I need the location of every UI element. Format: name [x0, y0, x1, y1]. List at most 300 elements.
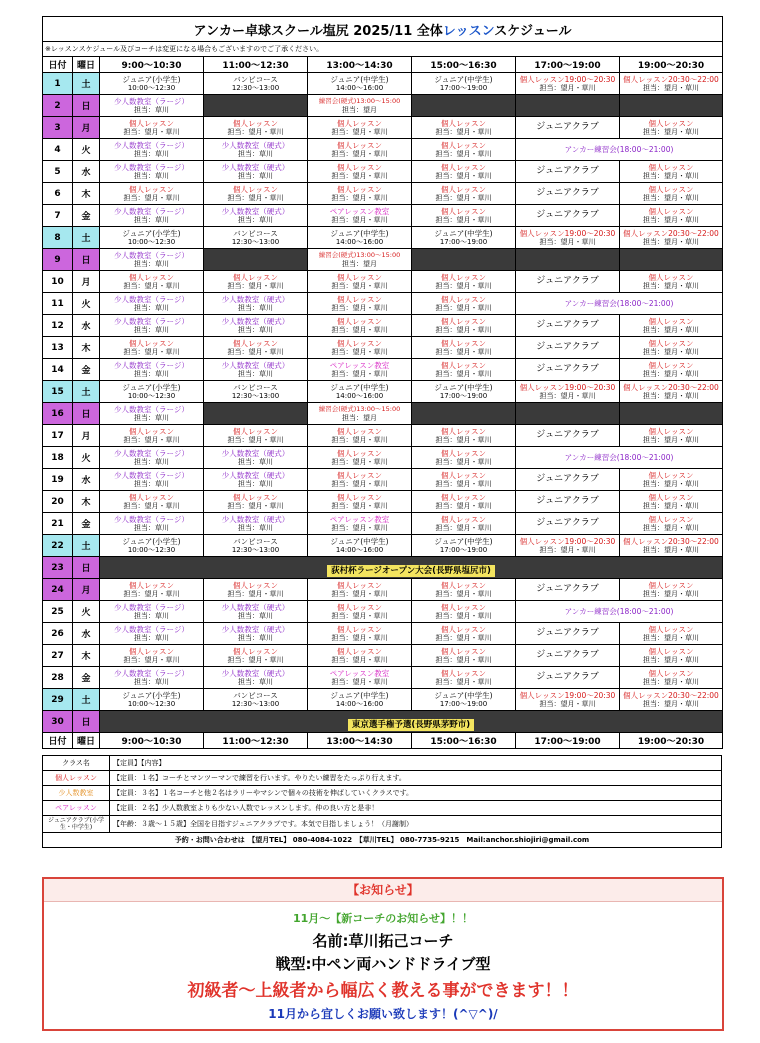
lesson-detail: 担当：望月・草川: [539, 391, 596, 400]
date-cell: 15: [43, 381, 73, 403]
schedule-row: [43, 315, 723, 337]
schedule-row: [43, 557, 723, 579]
weekday-cell: 木: [73, 337, 100, 359]
lesson-name: 個人レッスン: [441, 316, 486, 326]
legend-class-text: 【年齢：３歳〜１５歳】全国を目指すジュニアクラブです。本気で目指しましょう！（月謝制）: [110, 816, 722, 833]
lesson-name: 個人レッスン: [441, 470, 486, 480]
date-cell: 8: [43, 227, 73, 249]
lesson-slot: [204, 161, 308, 183]
header-cell: 19:00〜20:30: [620, 733, 723, 749]
schedule-row: [43, 73, 723, 95]
lesson-name: ジュニア(中学生): [330, 536, 389, 546]
notice-line-name: 名前:草川拓己コーチ: [312, 932, 454, 950]
lesson-name: 個人レッスン: [441, 492, 486, 502]
lesson-name: 個人レッスン: [129, 426, 174, 436]
date-cell: 23: [43, 557, 73, 579]
schedule-row: [43, 205, 723, 227]
weekday-cell: 日: [73, 249, 100, 271]
lesson-slot: [620, 491, 723, 513]
lesson-slot: [308, 535, 412, 557]
lesson-name: 個人レッスン: [129, 118, 174, 128]
lesson-detail: 担当：望月・草川: [643, 215, 699, 224]
lesson-name: 少人数教室（硬式）: [221, 162, 290, 172]
lesson-detail: 担当：望月・草川: [331, 611, 388, 620]
legend-class-name: ジュニアクラブ(小学生・中学生): [43, 816, 110, 833]
lesson-slot: [620, 381, 723, 403]
weekday-cell: 水: [73, 161, 100, 183]
lesson-detail: 担当：望月・草川: [123, 281, 180, 290]
lesson-detail: 担当：草川: [134, 259, 169, 268]
lesson-detail: 担当：望月・草川: [643, 655, 699, 664]
weekday-cell: 火: [73, 601, 100, 623]
lesson-slot: [204, 579, 308, 601]
date-cell: 13: [43, 337, 73, 359]
lesson-name: 個人レッスン: [129, 580, 174, 590]
schedule-row: [43, 645, 723, 667]
lesson-name: 個人レッスン: [233, 184, 278, 194]
lesson-slot: [620, 579, 723, 601]
lesson-detail: 担当：望月・草川: [435, 325, 492, 334]
date-cell: 28: [43, 667, 73, 689]
header-row: [43, 57, 723, 73]
schedule-row: [43, 623, 723, 645]
lesson-detail: 担当：望月・草川: [643, 237, 699, 246]
lesson-detail: 担当：望月・草川: [331, 523, 388, 532]
closed-slot: [620, 95, 723, 117]
lesson-slot: [412, 161, 516, 183]
lesson-detail: 10:00〜12:30: [127, 545, 176, 554]
lesson-name: 個人レッスン: [337, 448, 382, 458]
lesson-detail: 担当：草川: [238, 171, 273, 180]
weekday-cell: 金: [73, 359, 100, 381]
lesson-name: アンカー練習会(18:00〜21:00): [564, 453, 674, 462]
lesson-name: ジュニアクラブ: [536, 364, 599, 374]
lesson-slot: [412, 535, 516, 557]
lesson-name: 個人レッスン: [337, 118, 382, 128]
lesson-slot: [516, 513, 620, 535]
date-cell: 5: [43, 161, 73, 183]
lesson-name: 少人数教室（ラージ）: [114, 140, 189, 150]
lesson-detail: 担当：望月・草川: [643, 281, 699, 290]
lesson-detail: 担当：望月・草川: [331, 589, 388, 598]
lesson-slot: [308, 205, 412, 227]
lesson-detail: 担当：望月・草川: [643, 501, 699, 510]
date-cell: 14: [43, 359, 73, 381]
lesson-slot: [204, 601, 308, 623]
lesson-name: 少人数教室（ラージ）: [114, 294, 189, 304]
lesson-detail: 担当：望月・草川: [643, 589, 699, 598]
lesson-name: 練習会(硬式)13:00〜15:00: [318, 96, 401, 105]
lesson-slot: [100, 205, 204, 227]
lesson-slot: [100, 645, 204, 667]
lesson-detail: 担当：草川: [238, 149, 273, 158]
lesson-slot: [204, 469, 308, 491]
schedule-row: [43, 183, 723, 205]
lesson-slot: [516, 359, 620, 381]
lesson-detail: 担当：草川: [134, 369, 169, 378]
lesson-name: 個人レッスン: [648, 514, 694, 524]
lesson-detail: 担当：望月・草川: [539, 699, 596, 708]
lesson-detail: 担当：草川: [134, 457, 169, 466]
lesson-name: 個人レッスン: [441, 646, 486, 656]
lesson-slot: [204, 337, 308, 359]
lesson-detail: 担当：望月・草川: [435, 193, 492, 202]
lesson-detail: 17:00〜19:00: [439, 699, 488, 708]
legend-class-text: 【定員：３名】１名コーチと他２名はラリーやマシンで個々の技術を伸ばしていくクラスです。: [110, 786, 722, 801]
lesson-name: 個人レッスン: [441, 580, 486, 590]
lesson-name: ジュニア(中学生): [330, 382, 389, 392]
lesson-slot: [100, 513, 204, 535]
lesson-detail: 担当：草川: [134, 149, 169, 158]
lesson-name: 個人レッスン: [337, 426, 382, 436]
lesson-slot: [308, 623, 412, 645]
lesson-name: 少人数教室（硬式）: [221, 316, 290, 326]
lesson-detail: 担当：望月・草川: [331, 457, 388, 466]
lesson-detail: 担当：望月・草川: [331, 633, 388, 642]
lesson-name: 少人数教室（硬式）: [221, 668, 290, 678]
lesson-name: 個人レッスン19:00〜20:30: [519, 228, 616, 238]
lesson-slot: [620, 623, 723, 645]
lesson-name: 少人数教室（ラージ）: [114, 668, 189, 678]
lesson-name: アンカー練習会(18:00〜21:00): [564, 145, 674, 154]
lesson-detail: 担当：望月・草川: [435, 677, 492, 686]
lesson-slot: [516, 623, 620, 645]
lesson-detail: 担当：望月・草川: [123, 347, 180, 356]
lesson-name: 個人レッスン: [337, 580, 382, 590]
date-cell: 3: [43, 117, 73, 139]
lesson-detail: 担当：望月・草川: [643, 633, 699, 642]
closed-slot: [204, 403, 308, 425]
footer-header-row: [43, 733, 723, 749]
lesson-slot: [620, 689, 723, 711]
event-cell: [100, 557, 723, 579]
lesson-name: 個人レッスン: [233, 492, 278, 502]
lesson-detail: 10:00〜12:30: [127, 237, 176, 246]
lesson-slot: [100, 271, 204, 293]
lesson-slot: [100, 73, 204, 95]
lesson-slot: [204, 667, 308, 689]
lesson-name: 個人レッスン: [441, 668, 486, 678]
lesson-slot: [100, 227, 204, 249]
lesson-slot: [308, 293, 412, 315]
lesson-name: ジュニアクラブ: [536, 474, 599, 484]
lesson-detail: 14:00〜16:00: [335, 391, 384, 400]
weekday-cell: 土: [73, 381, 100, 403]
lesson-name: 個人レッスン: [648, 162, 694, 172]
lesson-name: バンビコース: [233, 690, 278, 700]
lesson-slot: [516, 491, 620, 513]
lesson-name: バンビコース: [233, 74, 278, 84]
lesson-name: 少人数教室（硬式）: [221, 360, 290, 370]
lesson-detail: 担当：草川: [134, 325, 169, 334]
lesson-name: 少人数教室（ラージ）: [114, 514, 189, 524]
lesson-name: 個人レッスン: [648, 184, 694, 194]
lesson-slot: [100, 447, 204, 469]
header-cell: 11:00〜12:30: [204, 733, 308, 749]
lesson-slot: [204, 623, 308, 645]
lesson-slot: [412, 183, 516, 205]
lesson-slot: [412, 513, 516, 535]
lesson-name: 少人数教室（ラージ）: [114, 448, 189, 458]
lesson-name: 個人レッスン: [648, 668, 694, 678]
lesson-name: 少人数教室（ラージ）: [114, 316, 189, 326]
lesson-slot: [620, 161, 723, 183]
lesson-detail: 担当：望月: [342, 105, 377, 114]
lesson-name: 個人レッスン: [129, 272, 174, 282]
lesson-name: ジュニア(中学生): [434, 536, 493, 546]
lesson-name: バンビコース: [233, 228, 278, 238]
lesson-name: 個人レッスン: [648, 492, 694, 502]
lesson-slot: [100, 491, 204, 513]
lesson-slot: [204, 315, 308, 337]
lesson-detail: 17:00〜19:00: [439, 237, 488, 246]
lesson-slot: [204, 535, 308, 557]
header-cell: 19:00〜20:30: [620, 57, 723, 73]
lesson-name: 個人レッスン: [441, 162, 486, 172]
lesson-name: 個人レッスン: [648, 338, 694, 348]
lesson-slot: [204, 117, 308, 139]
date-cell: 26: [43, 623, 73, 645]
lesson-slot: [100, 579, 204, 601]
lesson-slot: [412, 359, 516, 381]
lesson-name: 個人レッスン: [233, 272, 278, 282]
lesson-slot: [620, 73, 723, 95]
lesson-detail: 担当：望月・草川: [123, 501, 180, 510]
title-highlight: レッスン: [442, 23, 495, 39]
lesson-slot: [204, 645, 308, 667]
lesson-name: 個人レッスン19:00〜20:30: [519, 536, 616, 546]
lesson-name: ジュニアクラブ: [536, 122, 599, 132]
lesson-name: 少人数教室（ラージ）: [114, 206, 189, 216]
notice-box: [42, 877, 724, 1031]
lesson-slot: [308, 271, 412, 293]
lesson-detail: 担当：望月・草川: [331, 501, 388, 510]
lesson-detail: 10:00〜12:30: [127, 699, 176, 708]
lesson-name: 少人数教室（ラージ）: [114, 250, 189, 260]
lesson-detail: 担当：草川: [134, 105, 169, 114]
lesson-name: 個人レッスン: [337, 338, 382, 348]
lesson-detail: 担当：望月・草川: [123, 127, 180, 136]
lesson-name: 個人レッスン: [337, 624, 382, 634]
lesson-slot: [204, 381, 308, 403]
lesson-name: ペアレッスン教室: [329, 514, 390, 524]
lesson-name: 個人レッスン20:30〜22:00: [623, 74, 719, 84]
lesson-name: 個人レッスン: [129, 338, 174, 348]
lesson-detail: 担当：望月・草川: [643, 435, 699, 444]
lesson-name: ジュニア(小学生): [122, 74, 181, 84]
schedule-row: [43, 447, 723, 469]
lesson-slot: [204, 271, 308, 293]
lesson-detail: 担当：望月・草川: [643, 479, 699, 488]
lesson-detail: 担当：望月・草川: [331, 479, 388, 488]
lesson-detail: 担当：望月・草川: [227, 193, 284, 202]
header-cell: 曜日: [73, 57, 100, 73]
weekday-cell: 土: [73, 73, 100, 95]
lesson-detail: 担当：望月・草川: [331, 127, 388, 136]
lesson-slot: [100, 315, 204, 337]
lesson-slot: [412, 601, 516, 623]
lesson-detail: 担当：望月・草川: [539, 237, 596, 246]
lesson-detail: 担当：草川: [238, 633, 273, 642]
lesson-name: 個人レッスン: [129, 184, 174, 194]
lesson-name: 練習会(硬式)13:00〜15:00: [318, 250, 401, 259]
lesson-detail: 担当：望月・草川: [435, 611, 492, 620]
lesson-detail: 担当：草川: [134, 611, 169, 620]
lesson-detail: 担当：望月・草川: [227, 589, 284, 598]
weekday-cell: 土: [73, 689, 100, 711]
lesson-slot: [308, 513, 412, 535]
lesson-slot: [308, 491, 412, 513]
lesson-detail: 担当：望月・草川: [643, 545, 699, 554]
lesson-name: 個人レッスン: [337, 470, 382, 480]
lesson-name: ジュニアクラブ: [536, 342, 599, 352]
weekday-cell: 水: [73, 469, 100, 491]
lesson-detail: 12:30〜13:00: [231, 699, 280, 708]
date-cell: 11: [43, 293, 73, 315]
lesson-slot: [204, 491, 308, 513]
lesson-slot: [620, 425, 723, 447]
lesson-detail: 担当：望月・草川: [123, 589, 180, 598]
lesson-name: ジュニアクラブ: [536, 496, 599, 506]
schedule-row: [43, 425, 723, 447]
lesson-slot: [308, 601, 412, 623]
lesson-detail: 担当：草川: [134, 171, 169, 180]
date-cell: 25: [43, 601, 73, 623]
notice-heading: 【お知らせ】: [44, 879, 722, 902]
lesson-name: 個人レッスン: [441, 140, 486, 150]
lesson-detail: 担当：望月・草川: [435, 369, 492, 378]
lesson-detail: 担当：草川: [238, 677, 273, 686]
schedule-row: [43, 601, 723, 623]
lesson-name: ジュニア(中学生): [434, 382, 493, 392]
lesson-name: 少人数教室（硬式）: [221, 294, 290, 304]
closed-slot: [620, 403, 723, 425]
lesson-detail: 14:00〜16:00: [335, 545, 384, 554]
lesson-detail: 12:30〜13:00: [231, 83, 280, 92]
schedule-note: ※レッスンスケジュール及びコーチは変更になる場合もございますのでご了承ください。: [43, 42, 723, 57]
lesson-detail: 担当：望月・草川: [331, 435, 388, 444]
lesson-name: 少人数教室（硬式）: [221, 448, 290, 458]
lesson-name: ジュニアクラブ: [536, 650, 599, 660]
lesson-slot: [620, 227, 723, 249]
lesson-slot: [412, 73, 516, 95]
date-cell: 30: [43, 711, 73, 733]
lesson-detail: 担当：望月・草川: [539, 545, 596, 554]
lesson-detail: 担当：草川: [238, 215, 273, 224]
lesson-detail: 担当：望月・草川: [435, 589, 492, 598]
lesson-detail: 担当：草川: [238, 611, 273, 620]
lesson-slot: [412, 337, 516, 359]
lesson-slot: [516, 227, 620, 249]
lesson-slot: [516, 183, 620, 205]
lesson-detail: 12:30〜13:00: [231, 237, 280, 246]
lesson-slot: [516, 117, 620, 139]
lesson-slot: [308, 315, 412, 337]
weekday-cell: 木: [73, 491, 100, 513]
weekday-cell: 金: [73, 205, 100, 227]
lesson-slot: [412, 381, 516, 403]
schedule-row: [43, 491, 723, 513]
lesson-slot: [204, 293, 308, 315]
weekday-cell: 木: [73, 645, 100, 667]
schedule-row: [43, 469, 723, 491]
header-cell: 13:00〜14:30: [308, 733, 412, 749]
lesson-name: ジュニアクラブ: [536, 166, 599, 176]
lesson-detail: 担当：草川: [238, 369, 273, 378]
schedule-table: [42, 16, 723, 749]
lesson-slot: [308, 95, 412, 117]
date-cell: 24: [43, 579, 73, 601]
lesson-name: 練習会(硬式)13:00〜15:00: [318, 404, 401, 413]
lesson-detail: 担当：草川: [238, 457, 273, 466]
weekday-cell: 木: [73, 183, 100, 205]
lesson-detail: 担当：草川: [238, 479, 273, 488]
lesson-name: 少人数教室（硬式）: [221, 140, 290, 150]
schedule-row: [43, 227, 723, 249]
lesson-slot: [620, 183, 723, 205]
closed-slot: [516, 95, 620, 117]
weekday-cell: 月: [73, 579, 100, 601]
lesson-slot: [100, 667, 204, 689]
lesson-slot: [204, 359, 308, 381]
date-cell: 16: [43, 403, 73, 425]
lesson-detail: 担当：望月・草川: [643, 193, 699, 202]
lesson-detail: 17:00〜19:00: [439, 83, 488, 92]
lesson-name: 個人レッスン: [337, 272, 382, 282]
date-cell: 17: [43, 425, 73, 447]
schedule-row: [43, 359, 723, 381]
lesson-slot: [516, 139, 723, 161]
weekday-cell: 月: [73, 117, 100, 139]
lesson-slot: [620, 513, 723, 535]
lesson-slot: [100, 425, 204, 447]
weekday-cell: 火: [73, 139, 100, 161]
lesson-slot: [516, 601, 723, 623]
lesson-name: ジュニアクラブ: [536, 584, 599, 594]
header-cell: 日付: [43, 57, 73, 73]
lesson-detail: 14:00〜16:00: [335, 699, 384, 708]
lesson-detail: 担当：草川: [134, 413, 169, 422]
lesson-slot: [100, 469, 204, 491]
lesson-slot: [412, 579, 516, 601]
lesson-name: 個人レッスン: [129, 492, 174, 502]
lesson-detail: 担当：望月・草川: [435, 655, 492, 664]
lesson-detail: 14:00〜16:00: [335, 237, 384, 246]
lesson-detail: 担当：望月: [342, 259, 377, 268]
lesson-name: 少人数教室（硬式）: [221, 602, 290, 612]
lesson-name: ジュニアクラブ: [536, 276, 599, 286]
lesson-detail: 担当：望月・草川: [643, 699, 699, 708]
lesson-name: 個人レッスン: [441, 360, 486, 370]
lesson-name: 個人レッスン19:00〜20:30: [519, 690, 616, 700]
lesson-slot: [204, 425, 308, 447]
event-label: 東京選手権予選(長野県茅野市): [348, 719, 474, 731]
lesson-slot: [308, 227, 412, 249]
lesson-slot: [100, 95, 204, 117]
title-text: アンカー卓球スクール塩尻 2025/11 全体: [193, 23, 443, 39]
lesson-name: ジュニア(中学生): [434, 228, 493, 238]
lesson-detail: 担当：望月・草川: [435, 149, 492, 158]
lesson-name: 個人レッスン: [337, 162, 382, 172]
lesson-detail: 担当：望月・草川: [227, 281, 284, 290]
lesson-slot: [412, 205, 516, 227]
lesson-slot: [308, 249, 412, 271]
lesson-slot: [620, 667, 723, 689]
lesson-slot: [412, 469, 516, 491]
lesson-slot: [412, 117, 516, 139]
lesson-name: ジュニアクラブ: [536, 210, 599, 220]
lesson-name: 個人レッスン: [233, 426, 278, 436]
